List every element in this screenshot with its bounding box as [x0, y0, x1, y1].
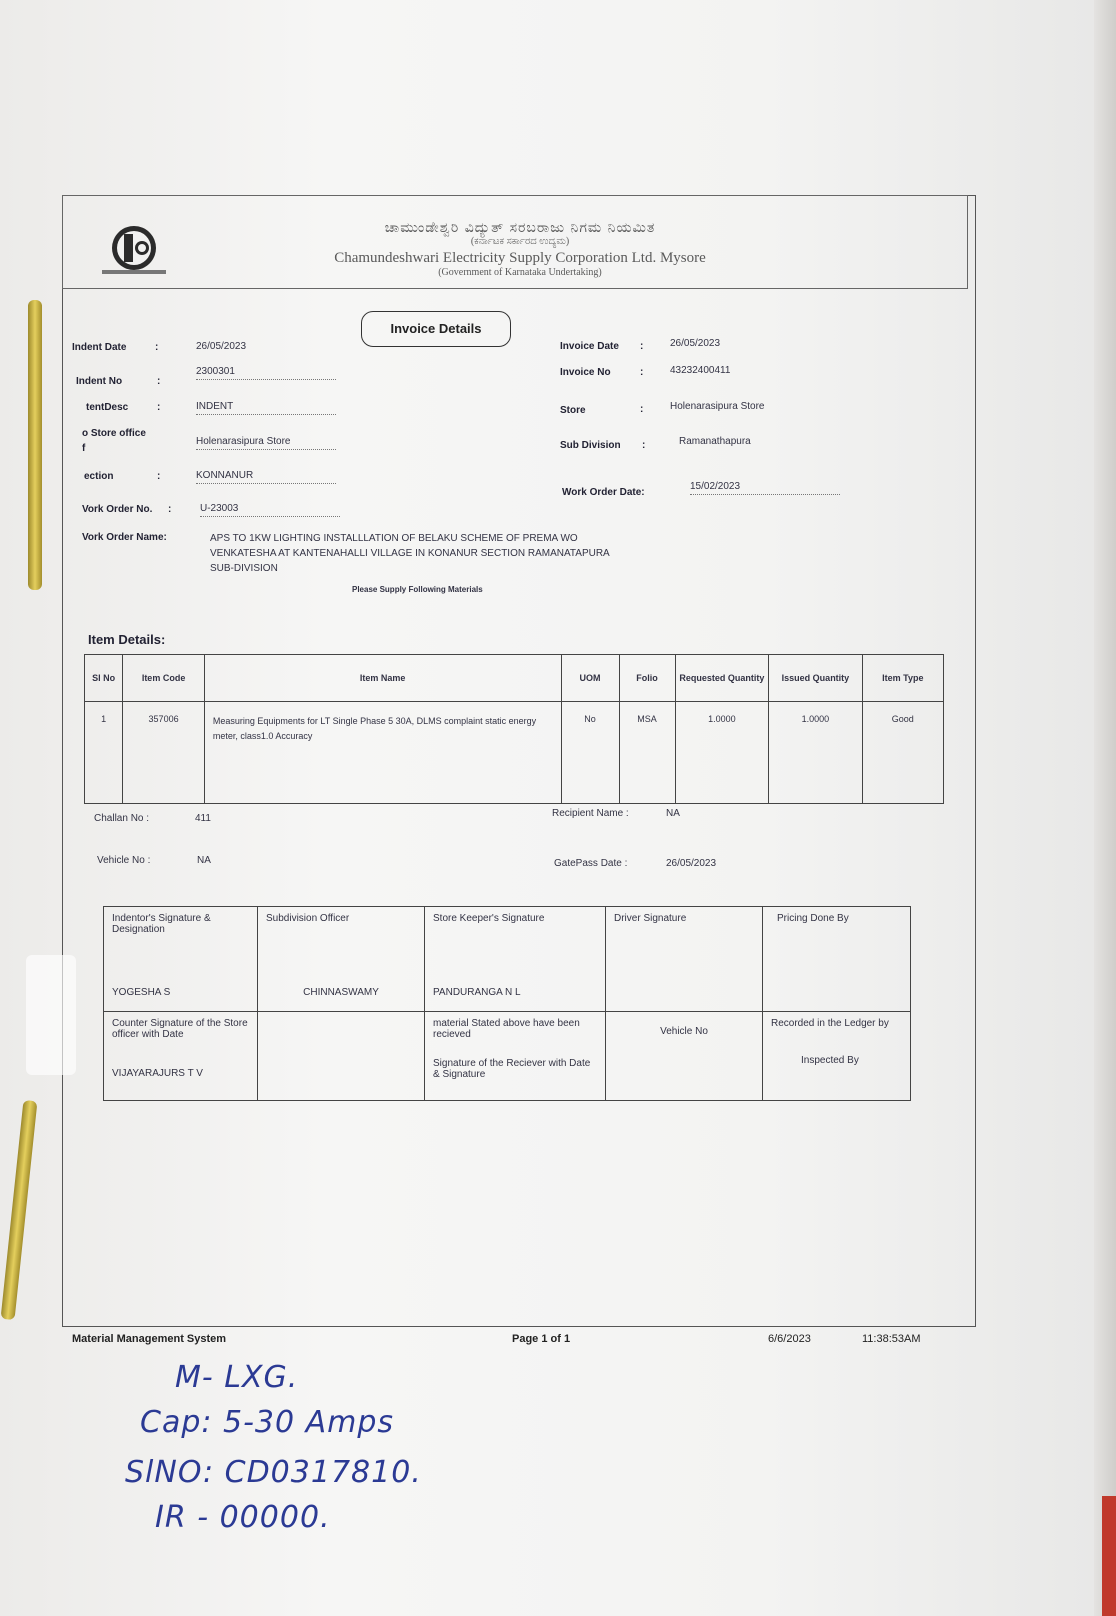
indentor-signature-label: Indentor's Signature & Designation: [104, 907, 258, 982]
pricing-done-by-label: Pricing Done By: [763, 907, 911, 982]
ledger-cell: [763, 1012, 911, 1101]
footer-time: 11:38:53AM: [862, 1333, 921, 1345]
cell-item-type: Good: [862, 702, 943, 804]
col-requested-qty: Requested Quantity: [675, 655, 769, 702]
indent-no-sep: :: [157, 376, 161, 387]
work-order-name: [210, 531, 610, 576]
challan-value: 411: [195, 813, 211, 824]
sig-row-counter: [104, 1012, 911, 1101]
store-office-label: o Store office: [82, 428, 146, 439]
cell-issued-qty: 1.0000: [769, 702, 862, 804]
cell-item-code: 357006: [123, 702, 205, 804]
counter-signature: [104, 1012, 258, 1101]
footer-date: 6/6/2023: [768, 1333, 811, 1345]
cell-sl-no: 1: [85, 702, 123, 804]
footer-system: Material Management System: [72, 1333, 227, 1345]
invoice-details-title: Invoice Details: [361, 311, 511, 347]
col-uom: UOM: [561, 655, 619, 702]
handwritten-ir: IR - 00000.: [155, 1500, 331, 1535]
col-item-code: Item Code: [123, 655, 205, 702]
cesc-logo: [98, 220, 170, 278]
gatepass-label: GatePass Date :: [554, 858, 628, 869]
vehicle-no-cell-label: Vehicle No: [606, 1012, 763, 1101]
handwritten-serial: SlNO: CD0317810.: [125, 1455, 422, 1490]
item-details-title: Item Details:: [88, 632, 166, 647]
col-item-type: Item Type: [862, 655, 943, 702]
work-order-date-label: Work Order Date:: [562, 487, 645, 498]
driver-name: [606, 981, 763, 1012]
col-sl-no: Sl No: [85, 655, 123, 702]
sub-division-label: Sub Division: [560, 440, 621, 451]
store-officer-name: VIJAYARAJURS T V: [112, 1068, 203, 1079]
pricing-name: [763, 981, 911, 1012]
indent-date-value: 26/05/2023: [196, 341, 247, 352]
org-sub-kannada: (ಕರ್ನಾಟಕ ಸರ್ಕಾರದ ಉದ್ಯಮ): [470, 236, 570, 247]
org-subtitle: (Government of Karnataka Undertaking): [438, 267, 602, 278]
handwritten-model: M- LXG.: [175, 1360, 299, 1395]
table-row: [85, 702, 944, 804]
store-keeper-name: PANDURANGA N L: [425, 981, 606, 1012]
receiver-cell: [425, 1012, 606, 1101]
sub-division-sep: :: [642, 440, 646, 451]
work-order-name-line-2: VENKATESHA AT KANTENAHALLI VILLAGE IN KONANUR SECTION RAMANATAPURA: [210, 548, 610, 559]
work-order-name-label: Vork Order Name:: [82, 532, 167, 543]
indent-date-sep: :: [155, 342, 159, 353]
indent-no-value: 2300301: [196, 366, 336, 380]
invoice-date-label: Invoice Date: [560, 341, 619, 352]
driver-signature-label: Driver Signature: [606, 907, 763, 982]
item-table: [84, 654, 944, 804]
invoice-date-value: 26/05/2023: [670, 338, 721, 349]
plastic-clip: [26, 955, 76, 1075]
vehicle-value: NA: [197, 855, 211, 866]
material-received-label: material Stated above have been recieved: [433, 1018, 580, 1040]
store-value: Holenarasipura Store: [670, 401, 765, 412]
work-order-no-label: Vork Order No.: [82, 504, 153, 515]
handwritten-capacity: Cap: 5-30 Amps: [140, 1405, 395, 1440]
binder-strip: [28, 300, 42, 590]
store-label: Store: [560, 405, 586, 416]
item-table-header-row: [85, 655, 944, 702]
recorded-in-ledger-label: Recorded in the Ledger by: [771, 1018, 889, 1029]
col-item-name: Item Name: [204, 655, 561, 702]
section-sep: :: [157, 471, 161, 482]
vehicle-label: Vehicle No :: [97, 855, 151, 866]
invoice-no-value: 43232400411: [670, 365, 731, 376]
store-sep: :: [640, 404, 644, 415]
indent-desc-value: INDENT: [196, 401, 336, 415]
indent-no-label: Indent No: [76, 376, 123, 387]
indentor-name: YOGESHA S: [104, 981, 258, 1012]
section-label: ection: [84, 471, 114, 482]
challan-label: Challan No :: [94, 813, 150, 824]
cell-folio: MSA: [619, 702, 675, 804]
subdivision-officer-name: CHINNASWAMY: [258, 981, 425, 1012]
signature-table: [103, 906, 911, 1101]
invoice-date-sep: :: [640, 341, 644, 352]
cell-item-name: Measuring Equipments for LT Single Phase 5 30A, DLMS complaint static energy meter, class1.0 Accuracy: [204, 702, 561, 804]
indent-desc-label: tentDesc: [86, 402, 129, 413]
org-name-kannada: ಚಾಮುಂಡೇಶ್ವರಿ ವಿದ್ಯುತ್ ಸರಬರಾಜು ನಿಗಮ ನಿಯಮಿತ: [384, 220, 656, 236]
work-order-date-value: 15/02/2023: [690, 481, 840, 495]
counter-signature-label: Counter Signature of the Store officer with Date: [112, 1018, 248, 1040]
receiver-signature-label: Signature of the Reciever with Date & Signature: [433, 1058, 591, 1080]
store-office-label-2: f: [82, 443, 86, 454]
work-order-name-line-1: APS TO 1KW LIGHTING INSTALLLATION OF BELAKU SCHEME OF PREMA WO: [210, 533, 578, 544]
invoice-no-sep: :: [640, 367, 644, 378]
work-order-name-line-3: SUB-DIVISION: [210, 563, 278, 574]
work-order-no-sep: :: [168, 504, 172, 515]
store-office-value: Holenarasipura Store: [196, 436, 336, 450]
store-keeper-signature-label: Store Keeper's Signature: [425, 907, 606, 982]
col-issued-qty: Issued Quantity: [769, 655, 862, 702]
work-order-no-value: U-23003: [200, 503, 340, 517]
recipient-value: NA: [666, 808, 680, 819]
counter-empty-cell: [258, 1012, 425, 1101]
letterhead: [240, 220, 800, 278]
cell-requested-qty: 1.0000: [675, 702, 769, 804]
paper-stack-edge: [1094, 0, 1116, 1616]
recipient-label: Recipient Name :: [552, 808, 629, 819]
col-folio: Folio: [619, 655, 675, 702]
inspected-by-label: Inspected By: [801, 1055, 859, 1066]
sub-division-value: Ramanathapura: [679, 436, 751, 447]
red-background: [1102, 1496, 1116, 1616]
supply-note: Please Supply Following Materials: [352, 585, 483, 594]
sig-row-names: [104, 981, 911, 1012]
subdivision-officer-label: Subdivision Officer: [258, 907, 425, 982]
invoice-no-label: Invoice No: [560, 367, 611, 378]
section-value: KONNANUR: [196, 470, 336, 484]
indent-desc-sep: :: [157, 402, 161, 413]
indent-date-label: Indent Date: [72, 342, 127, 353]
cell-uom: No: [561, 702, 619, 804]
org-name-english: Chamundeshwari Electricity Supply Corporation Ltd. Mysore: [334, 250, 706, 266]
sig-row-titles: [104, 907, 911, 982]
footer-page: Page 1 of 1: [512, 1333, 571, 1345]
gatepass-value: 26/05/2023: [666, 858, 717, 869]
